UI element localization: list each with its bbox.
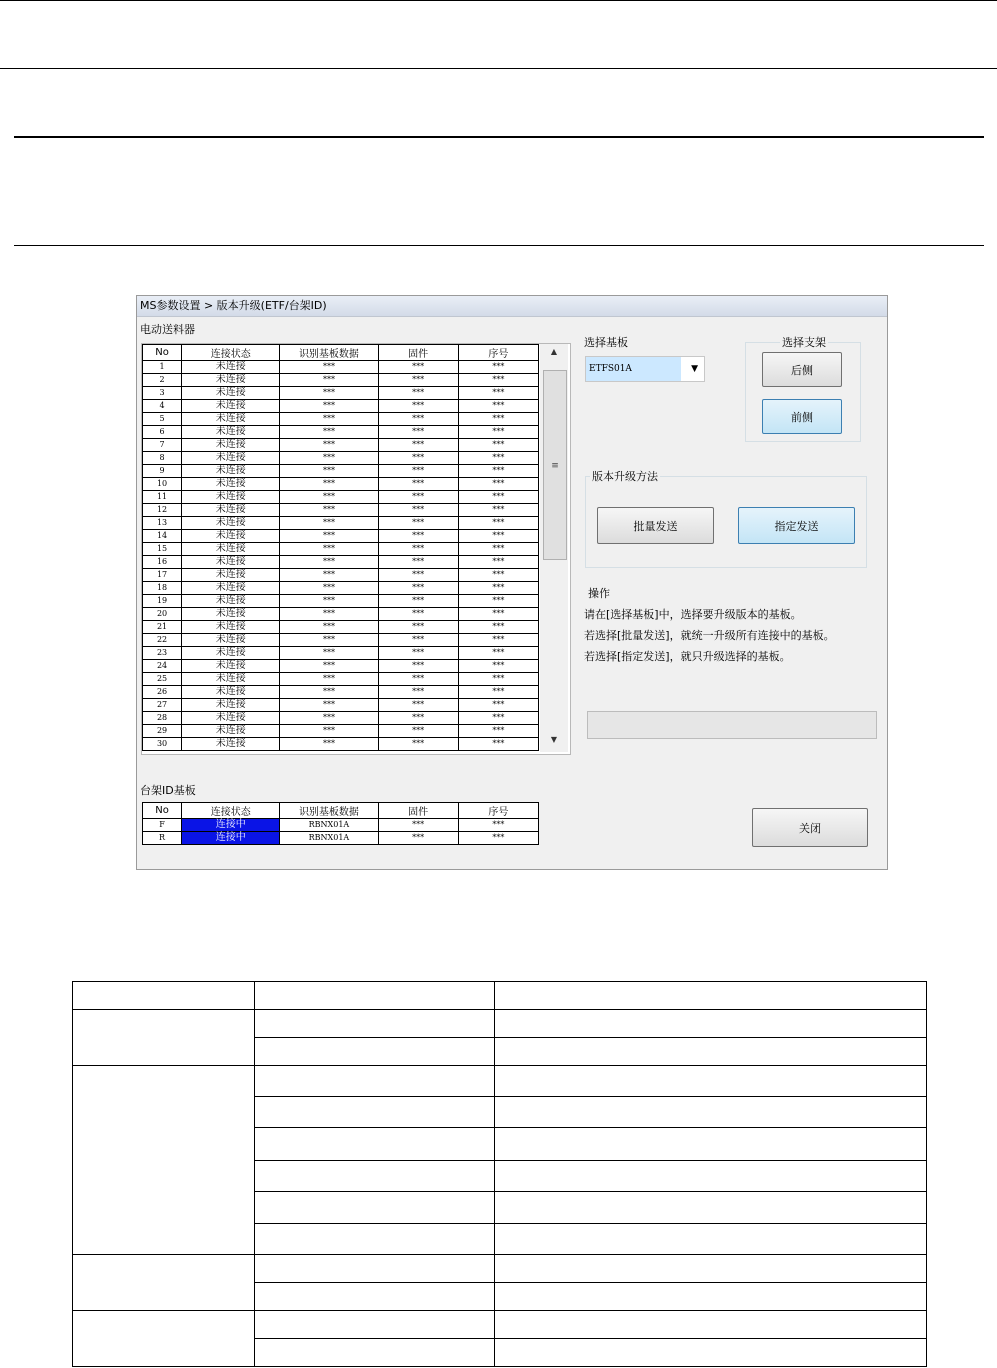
row-serial: *** <box>458 595 538 608</box>
table-row <box>73 1066 927 1097</box>
dialog-title: MS参数设置 > 版本升级(ETF/台架ID) <box>137 296 887 317</box>
row-no: 21 <box>143 621 182 634</box>
table-row[interactable] <box>143 647 539 660</box>
row-no: 3 <box>143 387 182 400</box>
col-header-status: 连接状态 <box>182 345 280 361</box>
row-board-data: *** <box>280 413 378 426</box>
rear-button[interactable]: 后侧 <box>762 352 842 387</box>
row-board-data: *** <box>280 491 378 504</box>
scroll-down-icon[interactable]: ▼ <box>550 735 558 744</box>
table-row[interactable] <box>143 465 539 478</box>
row-board-data: *** <box>280 608 378 621</box>
row-board-data: RBNX01A <box>280 832 378 845</box>
row-board-data: *** <box>280 504 378 517</box>
row-status: 未连接 <box>182 647 280 660</box>
row-board-data: *** <box>280 400 378 413</box>
row-status: 未连接 <box>182 569 280 582</box>
row-status: 未连接 <box>182 556 280 569</box>
table-row[interactable] <box>143 426 539 439</box>
select-board-label: 选择基板 <box>584 336 628 349</box>
row-no: 14 <box>143 530 182 543</box>
table-row[interactable] <box>143 712 539 725</box>
col-header-serial: 序号 <box>458 803 538 819</box>
table-row[interactable] <box>143 608 539 621</box>
row-status: 未连接 <box>182 439 280 452</box>
row-status: 未连接 <box>182 413 280 426</box>
table-row[interactable] <box>143 556 539 569</box>
select-board-value: ETFS01A <box>586 357 681 381</box>
row-serial: *** <box>458 413 538 426</box>
operation-line-1: 请在[选择基板]中，选择要升级版本的基板。 <box>584 608 802 621</box>
table-row[interactable] <box>143 621 539 634</box>
row-board-data: *** <box>280 556 378 569</box>
row-no: 27 <box>143 699 182 712</box>
row-firmware: *** <box>378 478 458 491</box>
row-firmware: *** <box>378 634 458 647</box>
table-row[interactable] <box>143 725 539 738</box>
table-row[interactable] <box>143 595 539 608</box>
row-serial: *** <box>458 725 538 738</box>
row-firmware: *** <box>378 452 458 465</box>
front-button[interactable]: 前侧 <box>762 399 842 434</box>
row-status: 未连接 <box>182 660 280 673</box>
row-firmware: *** <box>378 374 458 387</box>
row-board-data: *** <box>280 621 378 634</box>
row-serial: *** <box>458 712 538 725</box>
table-row[interactable] <box>143 738 539 751</box>
row-firmware: *** <box>378 647 458 660</box>
select-rack-label: 选择支架 <box>782 336 826 349</box>
header-rule <box>0 68 997 69</box>
row-board-data: *** <box>280 699 378 712</box>
row-no: 17 <box>143 569 182 582</box>
row-serial: *** <box>458 647 538 660</box>
row-status: 未连接 <box>182 699 280 712</box>
table-row[interactable] <box>143 517 539 530</box>
row-no: 19 <box>143 595 182 608</box>
row-status: 未连接 <box>182 621 280 634</box>
row-status: 未连接 <box>182 452 280 465</box>
row-board-data: *** <box>280 712 378 725</box>
row-no: 11 <box>143 491 182 504</box>
row-serial: *** <box>458 634 538 647</box>
row-board-data: *** <box>280 569 378 582</box>
row-serial: *** <box>458 621 538 634</box>
table-row <box>73 982 927 1010</box>
row-board-data: *** <box>280 673 378 686</box>
row-firmware: *** <box>378 660 458 673</box>
row-status: 未连接 <box>182 465 280 478</box>
row-no: 23 <box>143 647 182 660</box>
row-status: 未连接 <box>182 595 280 608</box>
row-no: 29 <box>143 725 182 738</box>
row-no: 8 <box>143 452 182 465</box>
row-firmware: *** <box>378 426 458 439</box>
row-no: 5 <box>143 413 182 426</box>
rack-section-label: 台架ID基板 <box>140 784 196 797</box>
row-serial: *** <box>458 556 538 569</box>
row-firmware: *** <box>378 608 458 621</box>
row-firmware: *** <box>378 673 458 686</box>
row-board-data: *** <box>280 595 378 608</box>
row-board-data: *** <box>280 686 378 699</box>
row-status: 未连接 <box>182 387 280 400</box>
row-firmware: *** <box>378 556 458 569</box>
feeder-section-label: 电动送料器 <box>140 323 195 336</box>
row-status: 未连接 <box>182 491 280 504</box>
table-row[interactable] <box>143 543 539 556</box>
row-firmware: *** <box>378 439 458 452</box>
upgrade-method-label: 版本升级方法 <box>592 470 658 483</box>
close-button[interactable]: 关闭 <box>752 808 868 847</box>
row-status: 未连接 <box>182 725 280 738</box>
row-firmware: *** <box>378 725 458 738</box>
row-status: 连接中 <box>182 832 280 845</box>
row-serial: *** <box>458 699 538 712</box>
row-no: 26 <box>143 686 182 699</box>
row-no: 1 <box>143 361 182 374</box>
table-row[interactable] <box>143 673 539 686</box>
section-rule-2 <box>14 245 984 246</box>
row-status: 未连接 <box>182 361 280 374</box>
feeder-list-scrollbar[interactable] <box>540 344 568 752</box>
row-status: 未连接 <box>182 478 280 491</box>
table-row[interactable] <box>143 832 539 845</box>
table-row[interactable] <box>143 452 539 465</box>
row-serial: *** <box>458 530 538 543</box>
row-board-data: *** <box>280 374 378 387</box>
table-row[interactable] <box>143 699 539 712</box>
row-firmware: *** <box>378 582 458 595</box>
row-serial: *** <box>458 478 538 491</box>
row-status: 连接中 <box>182 819 280 832</box>
row-firmware: *** <box>378 569 458 582</box>
row-status: 未连接 <box>182 634 280 647</box>
row-no: 4 <box>143 400 182 413</box>
row-no: 15 <box>143 543 182 556</box>
row-board-data: *** <box>280 634 378 647</box>
table-row[interactable] <box>143 374 539 387</box>
row-serial: *** <box>458 673 538 686</box>
row-serial: *** <box>458 504 538 517</box>
specified-send-button[interactable]: 指定发送 <box>738 507 855 544</box>
col-header-serial: 序号 <box>458 345 538 361</box>
row-board-data: *** <box>280 660 378 673</box>
row-serial: *** <box>458 374 538 387</box>
table-row <box>73 1010 927 1038</box>
table-row[interactable] <box>143 504 539 517</box>
table-row[interactable] <box>143 660 539 673</box>
row-no: 28 <box>143 712 182 725</box>
feeder-list[interactable] <box>141 343 571 755</box>
row-board-data: *** <box>280 738 378 751</box>
row-no: 22 <box>143 634 182 647</box>
chevron-down-icon[interactable]: ▼ <box>691 364 698 374</box>
row-board-data: *** <box>280 361 378 374</box>
row-status: 未连接 <box>182 426 280 439</box>
section-rule-1 <box>14 136 984 138</box>
row-serial: *** <box>458 660 538 673</box>
operation-label: 操作 <box>588 587 610 600</box>
row-firmware: *** <box>378 543 458 556</box>
feeder-table <box>142 344 539 751</box>
scroll-up-icon[interactable]: ▲ <box>550 347 558 356</box>
row-board-data: *** <box>280 647 378 660</box>
col-header-board-data: 识别基板数据 <box>280 345 378 361</box>
row-firmware: *** <box>378 361 458 374</box>
table-row[interactable] <box>143 634 539 647</box>
row-board-data: *** <box>280 387 378 400</box>
table-row[interactable] <box>143 400 539 413</box>
row-board-data: *** <box>280 452 378 465</box>
row-board-data: *** <box>280 530 378 543</box>
col-header-no: No <box>143 345 182 361</box>
row-board-data: *** <box>280 478 378 491</box>
col-header-no: No <box>143 803 182 819</box>
row-status: 未连接 <box>182 517 280 530</box>
row-firmware: *** <box>378 530 458 543</box>
row-board-data: *** <box>280 465 378 478</box>
row-firmware: *** <box>378 699 458 712</box>
version-upgrade-dialog <box>136 295 888 870</box>
row-status: 未连接 <box>182 712 280 725</box>
row-no: 12 <box>143 504 182 517</box>
row-serial: *** <box>458 387 538 400</box>
row-firmware: *** <box>378 387 458 400</box>
operation-line-3: 若选择[指定发送]，就只升级选择的基板。 <box>584 650 791 663</box>
select-board-dropdown[interactable] <box>585 356 705 382</box>
row-serial: *** <box>458 543 538 556</box>
row-firmware: *** <box>378 400 458 413</box>
table-row[interactable] <box>143 478 539 491</box>
row-serial: *** <box>458 686 538 699</box>
row-firmware: *** <box>378 686 458 699</box>
row-status: 未连接 <box>182 504 280 517</box>
row-serial: *** <box>458 452 538 465</box>
row-no: 18 <box>143 582 182 595</box>
table-row <box>73 1255 927 1283</box>
row-serial: *** <box>458 582 538 595</box>
row-firmware: *** <box>378 819 458 832</box>
col-header-status: 连接状态 <box>182 803 280 819</box>
row-status: 未连接 <box>182 738 280 751</box>
batch-send-button[interactable]: 批量发送 <box>597 507 714 544</box>
table-row[interactable] <box>143 361 539 374</box>
row-no: 13 <box>143 517 182 530</box>
table-row[interactable] <box>143 819 539 832</box>
table-row[interactable] <box>143 582 539 595</box>
row-firmware: *** <box>378 465 458 478</box>
table-row[interactable] <box>143 387 539 400</box>
row-no: 7 <box>143 439 182 452</box>
row-status: 未连接 <box>182 543 280 556</box>
row-serial: *** <box>458 819 538 832</box>
row-serial: *** <box>458 832 538 845</box>
col-header-firmware: 固件 <box>378 345 458 361</box>
row-firmware: *** <box>378 517 458 530</box>
row-serial: *** <box>458 738 538 751</box>
row-board-data: *** <box>280 543 378 556</box>
row-firmware: *** <box>378 504 458 517</box>
row-serial: *** <box>458 608 538 621</box>
row-status: 未连接 <box>182 374 280 387</box>
row-serial: *** <box>458 517 538 530</box>
row-no: R <box>143 832 182 845</box>
table-row[interactable] <box>143 439 539 452</box>
row-status: 未连接 <box>182 673 280 686</box>
row-no: 10 <box>143 478 182 491</box>
row-no: 2 <box>143 374 182 387</box>
row-no: 20 <box>143 608 182 621</box>
row-no: 6 <box>143 426 182 439</box>
table-row[interactable] <box>143 491 539 504</box>
row-firmware: *** <box>378 738 458 751</box>
table-row[interactable] <box>143 413 539 426</box>
row-firmware: *** <box>378 712 458 725</box>
table-row[interactable] <box>143 569 539 582</box>
row-board-data: RBNX01A <box>280 819 378 832</box>
scroll-thumb[interactable]: ≡ <box>543 370 567 560</box>
row-no: 9 <box>143 465 182 478</box>
row-firmware: *** <box>378 595 458 608</box>
row-serial: *** <box>458 491 538 504</box>
row-firmware: *** <box>378 621 458 634</box>
operation-line-2: 若选择[批量发送]，就统一升级所有连接中的基板。 <box>584 629 835 642</box>
row-board-data: *** <box>280 725 378 738</box>
progress-bar <box>587 711 877 739</box>
row-serial: *** <box>458 426 538 439</box>
row-firmware: *** <box>378 413 458 426</box>
row-board-data: *** <box>280 426 378 439</box>
col-header-firmware: 固件 <box>378 803 458 819</box>
row-no: 25 <box>143 673 182 686</box>
table-row[interactable] <box>143 530 539 543</box>
row-board-data: *** <box>280 439 378 452</box>
row-board-data: *** <box>280 582 378 595</box>
row-status: 未连接 <box>182 608 280 621</box>
row-board-data: *** <box>280 517 378 530</box>
row-status: 未连接 <box>182 400 280 413</box>
rack-table[interactable] <box>142 802 539 845</box>
document-table <box>72 981 927 1367</box>
row-serial: *** <box>458 400 538 413</box>
row-no: 30 <box>143 738 182 751</box>
row-status: 未连接 <box>182 582 280 595</box>
row-serial: *** <box>458 439 538 452</box>
col-header-board-data: 识别基板数据 <box>280 803 378 819</box>
table-row <box>73 1311 927 1339</box>
row-no: 24 <box>143 660 182 673</box>
row-status: 未连接 <box>182 686 280 699</box>
row-no: F <box>143 819 182 832</box>
row-serial: *** <box>458 569 538 582</box>
table-row[interactable] <box>143 686 539 699</box>
row-serial: *** <box>458 465 538 478</box>
row-status: 未连接 <box>182 530 280 543</box>
top-rule <box>0 0 997 1</box>
row-firmware: *** <box>378 832 458 845</box>
row-serial: *** <box>458 361 538 374</box>
row-no: 16 <box>143 556 182 569</box>
row-firmware: *** <box>378 491 458 504</box>
